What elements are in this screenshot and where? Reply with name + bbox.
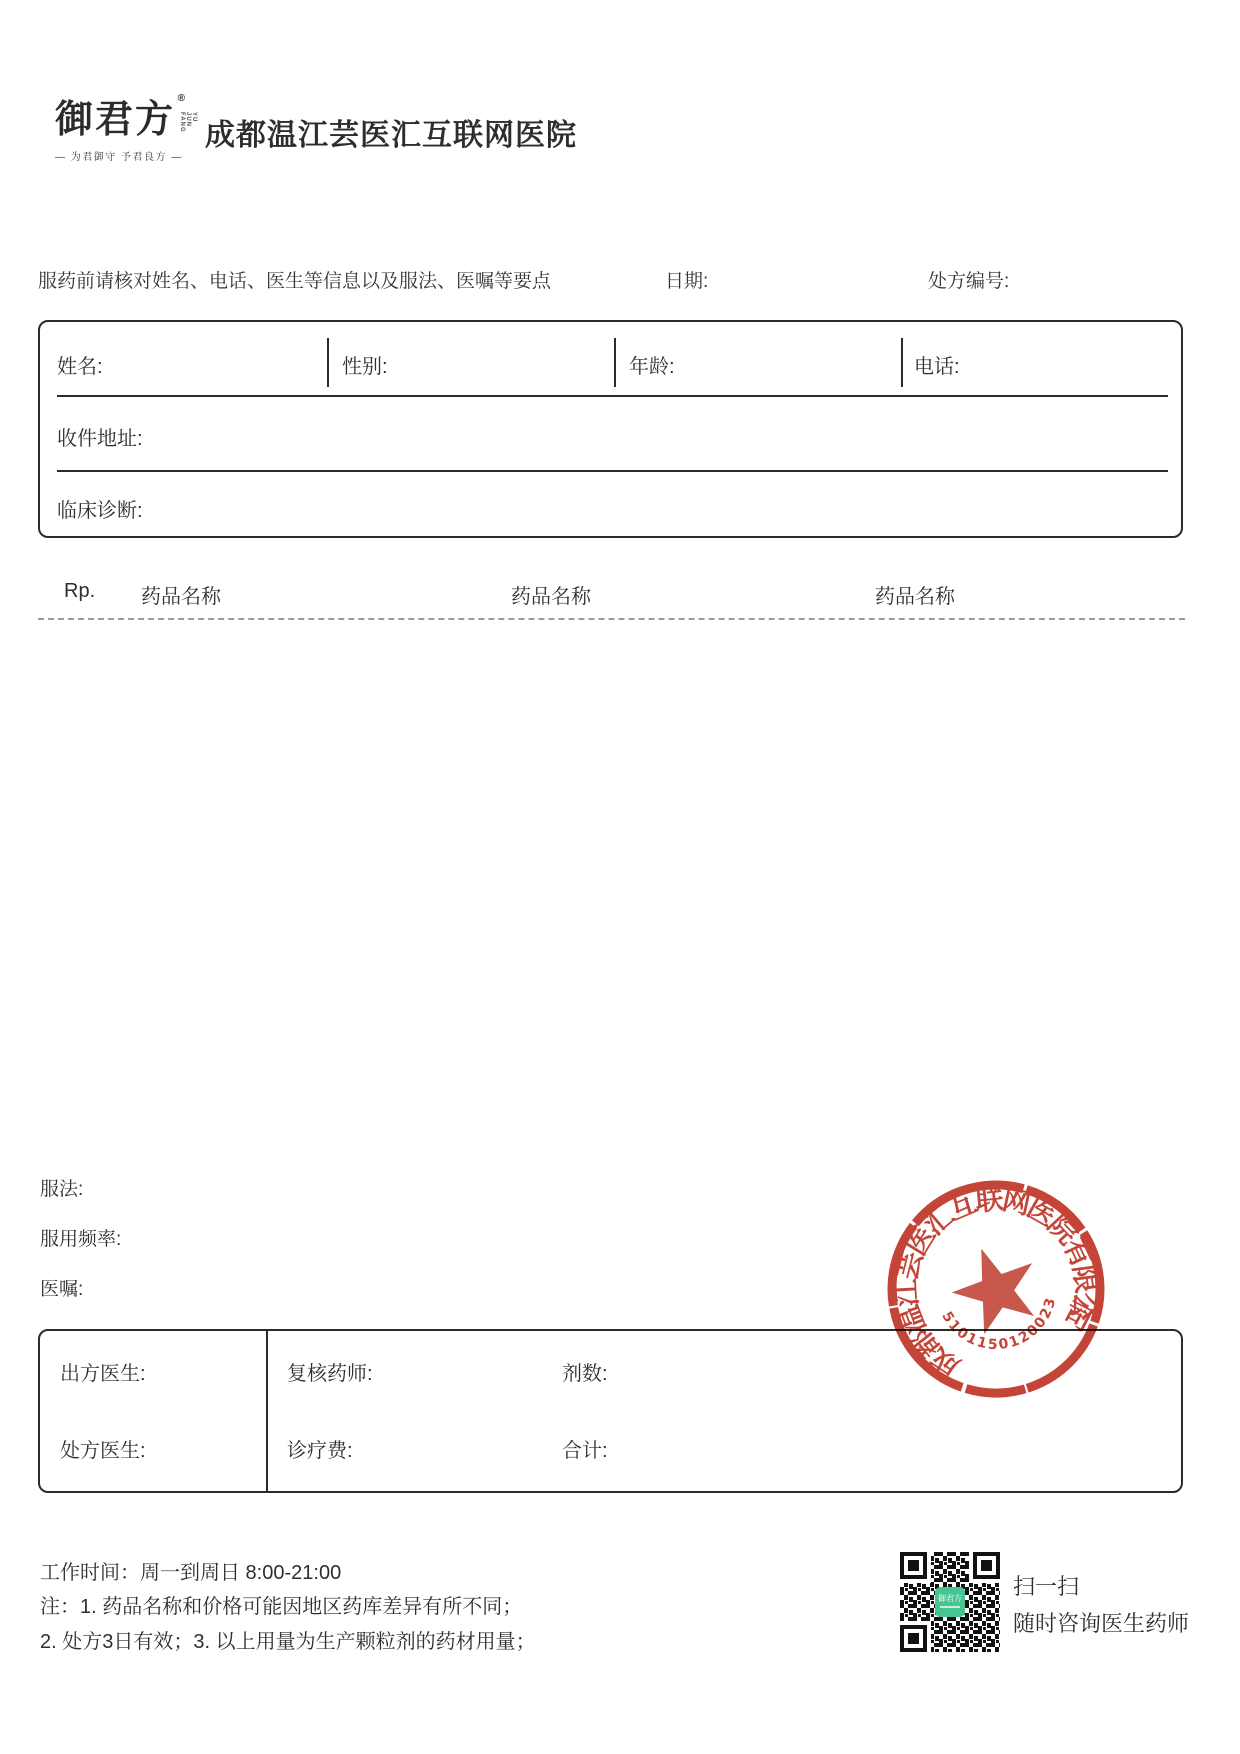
rx-number-label: 处方编号: [928, 271, 1010, 292]
scan-caption-title: 扫一扫 [1013, 1574, 1080, 1599]
drug-column-header: 药品名称 [511, 586, 591, 608]
note-line-2: 2. 处方3日有效；3. 以上用量为生产颗粒剂的药材用量； [40, 1631, 536, 1653]
doses-label: 剂数: [562, 1363, 608, 1385]
work-hours-text: 工作时间：周一到周日 8:00-21:00 [40, 1562, 342, 1584]
total-label: 合计: [562, 1440, 608, 1462]
consult-fee-label: 诊疗费: [287, 1440, 353, 1462]
brand-romanized-text: YU JUN FANG [179, 112, 198, 133]
issuing-doctor-label: 出方医生: [60, 1363, 146, 1385]
hospital-title: 成都温江芸医汇互联网医院 [205, 119, 577, 152]
column-divider [614, 338, 616, 387]
brand-name-text: 御君方 [55, 96, 176, 141]
usage-frequency-label: 服用频率: [40, 1229, 122, 1250]
drug-column-header: 药品名称 [141, 586, 221, 608]
usage-method-label: 服法: [40, 1179, 84, 1200]
scan-caption-sub: 随时咨询医生药师 [1013, 1611, 1190, 1636]
hospital-seal-stamp [866, 1159, 1126, 1419]
phone-field-label: 电话: [914, 356, 960, 378]
name-field-label: 姓名: [57, 356, 103, 378]
column-divider [266, 1331, 268, 1491]
verify-notice-text: 服药前请核对姓名、电话、医生等信息以及服法、医嘱等要点 [38, 271, 552, 292]
seal-serial-number: 5101150120023 [938, 1294, 1060, 1354]
qr-center-label: 御君方 [938, 1594, 962, 1603]
registered-trademark-icon: ® [177, 93, 188, 104]
dashed-separator [38, 618, 1185, 620]
column-divider [327, 338, 329, 387]
qr-code [900, 1552, 1000, 1652]
seal-ring-text: 成都温江芸医汇互联网医院有限公司 [889, 1182, 1103, 1384]
reviewing-pharmacist-label: 复核药师: [287, 1363, 373, 1385]
drug-column-header: 药品名称 [875, 586, 955, 608]
age-field-label: 年龄: [629, 356, 675, 378]
column-divider [901, 338, 903, 387]
prescribing-doctor-label: 处方医生: [60, 1440, 146, 1462]
note-line-1: 注：1. 药品名称和价格可能因地区药库差异有所不同； [40, 1596, 523, 1618]
brand-logo [55, 93, 205, 163]
rp-label: Rp. [64, 580, 96, 602]
brand-slogan: — 为君御守 予君良方 — [55, 152, 183, 163]
diagnosis-field-label: 临床诊断: [57, 500, 143, 522]
address-field-label: 收件地址: [57, 428, 143, 450]
gender-field-label: 性别: [342, 356, 388, 378]
patient-info-box [38, 320, 1183, 538]
date-label: 日期: [665, 271, 709, 292]
row-divider [57, 470, 1168, 472]
doctor-advice-label: 医嘱: [40, 1279, 84, 1300]
row-divider [57, 395, 1168, 397]
